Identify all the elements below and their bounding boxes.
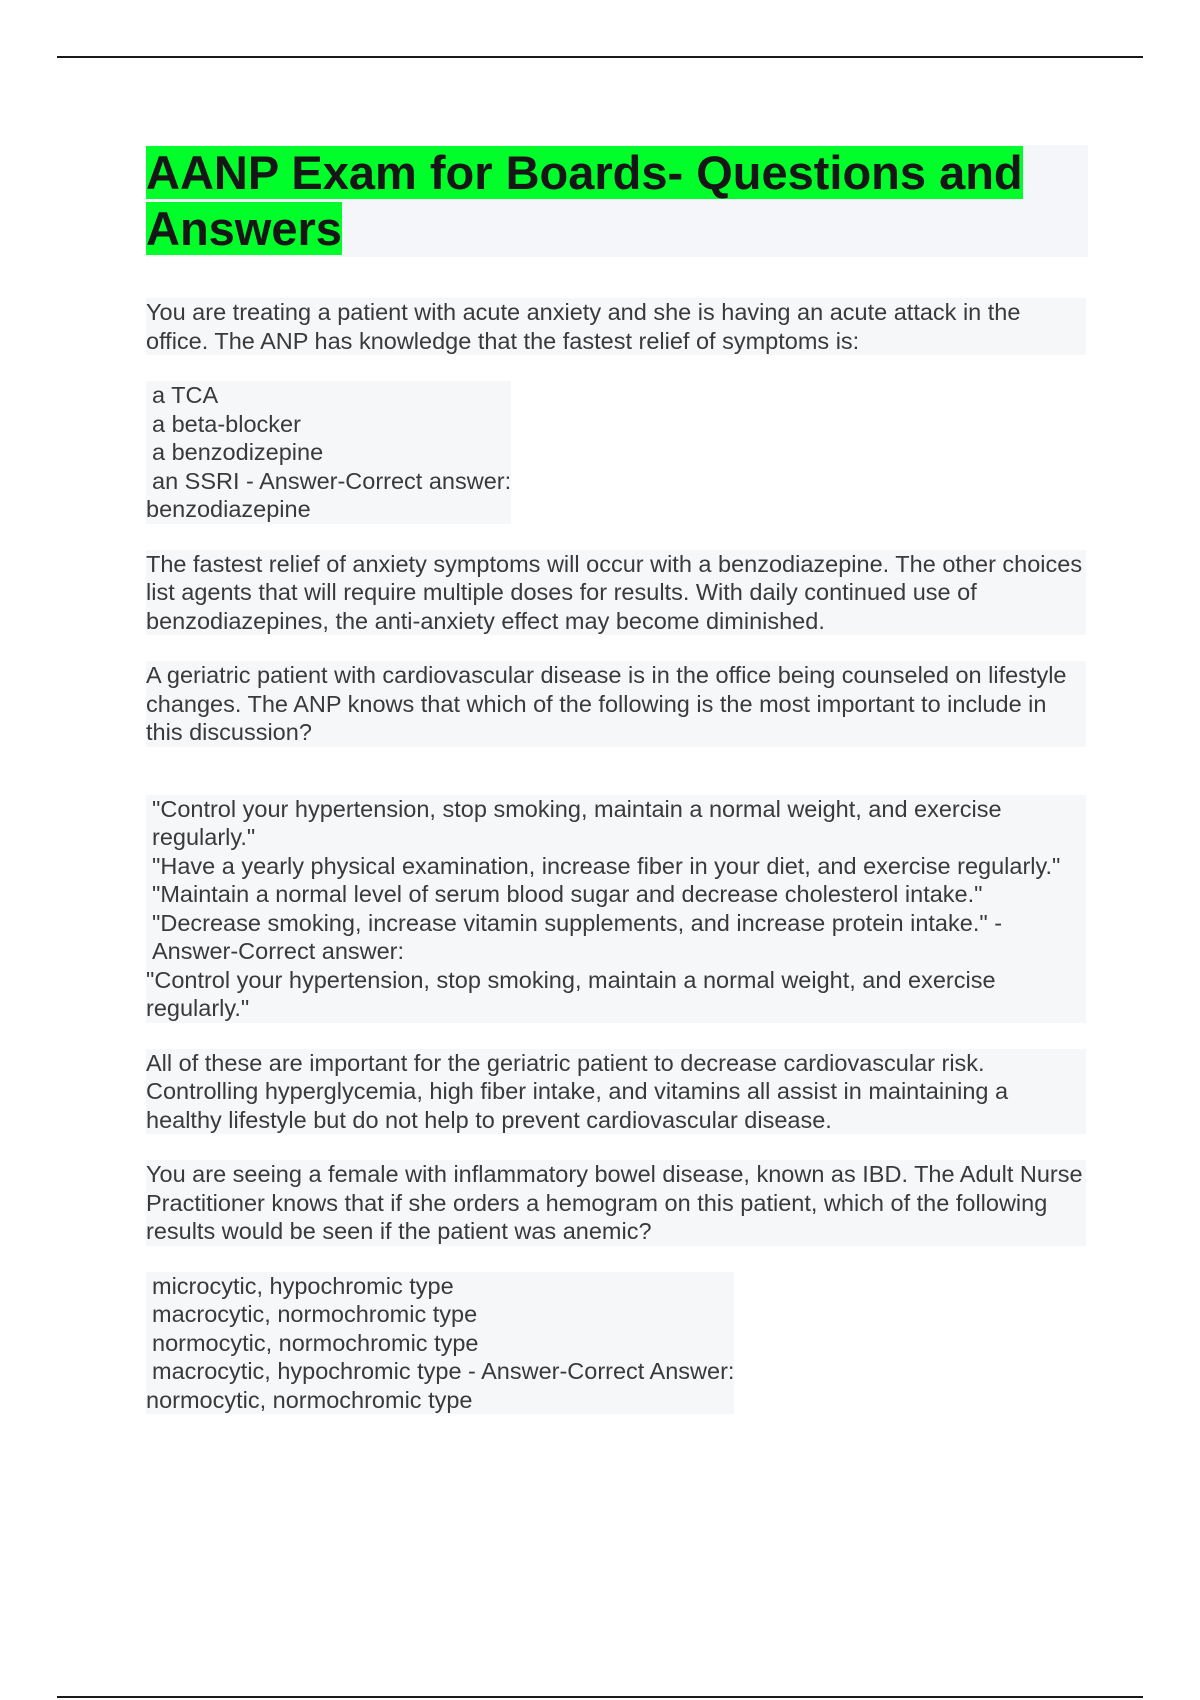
question-1 — [146, 298, 1086, 355]
option: macrocytic, hypochromic type - Answer-Correct Answer: — [152, 1358, 735, 1384]
option: "Decrease smoking, increase vitamin supplements, and increase protein intake." - Answer-Correct answer: — [152, 909, 1003, 964]
rationale-text: All of these are important for the geriatric patient to decrease cardiovascular risk. Controlling hyperglycemia, high fiber intake, and vitamins all assist in maintaining a healthy lifestyle but do not help to prevent cardiovascular disease. — [146, 1049, 1086, 1135]
correct-answer: benzodiazepine — [146, 496, 311, 522]
question-2-rationale — [146, 1049, 1086, 1135]
option: "Have a yearly physical examination, increase fiber in your diet, and exercise regularly." — [152, 852, 1061, 879]
document-title: AANP Exam for Boards- Questions and Answers — [146, 146, 1023, 255]
title-block — [146, 145, 1088, 257]
top-rule — [57, 56, 1143, 58]
option: "Control your hypertension, stop smoking, maintain a normal weight, and exercise regularly." — [152, 795, 1002, 850]
option: an SSRI - Answer-Correct answer: — [152, 467, 512, 494]
question-1-rationale — [146, 550, 1086, 636]
bottom-rule — [57, 1696, 1143, 1698]
question-3-text: You are seeing a female with inflammatory bowel disease, known as IBD. The Adult Nurse Practitioner knows that if she orders a hemogram on this patient, which of the following results would be seen if the patient was anemic? — [146, 1160, 1086, 1246]
option: a TCA — [152, 382, 219, 408]
question-1-options — [146, 381, 1086, 524]
option: "Maintain a normal level of serum blood sugar and decrease cholesterol intake." — [152, 881, 983, 907]
document-body — [146, 298, 1086, 1440]
correct-answer: normocytic, normochromic type — [146, 1386, 473, 1413]
question-3 — [146, 1160, 1086, 1246]
option: microcytic, hypochromic type — [152, 1272, 454, 1299]
question-2-options — [146, 795, 1086, 1023]
correct-answer: "Control your hypertension, stop smoking, maintain a normal weight, and exercise regularly." — [146, 966, 996, 1021]
question-1-text: You are treating a patient with acute anxiety and she is having an acute attack in the office. The ANP has knowledge that the fastest relief of symptoms is: — [146, 298, 1086, 355]
option: a beta-blocker — [152, 410, 301, 437]
question-2-text: A geriatric patient with cardiovascular disease is in the office being counseled on lifestyle changes. The ANP knows that which of the following is the most important to include in this discussion? — [146, 661, 1086, 747]
question-3-options — [146, 1272, 1086, 1415]
option: a benzodizepine — [152, 439, 324, 465]
option: normocytic, normochromic type — [152, 1329, 479, 1356]
question-2 — [146, 661, 1086, 747]
option: macrocytic, normochromic type — [152, 1301, 478, 1327]
rationale-text: The fastest relief of anxiety symptoms will occur with a benzodiazepine. The other choices list agents that will require multiple doses for results. With daily continued use of benzodiazepines, the anti-anxiety effect may become diminished. — [146, 550, 1086, 636]
